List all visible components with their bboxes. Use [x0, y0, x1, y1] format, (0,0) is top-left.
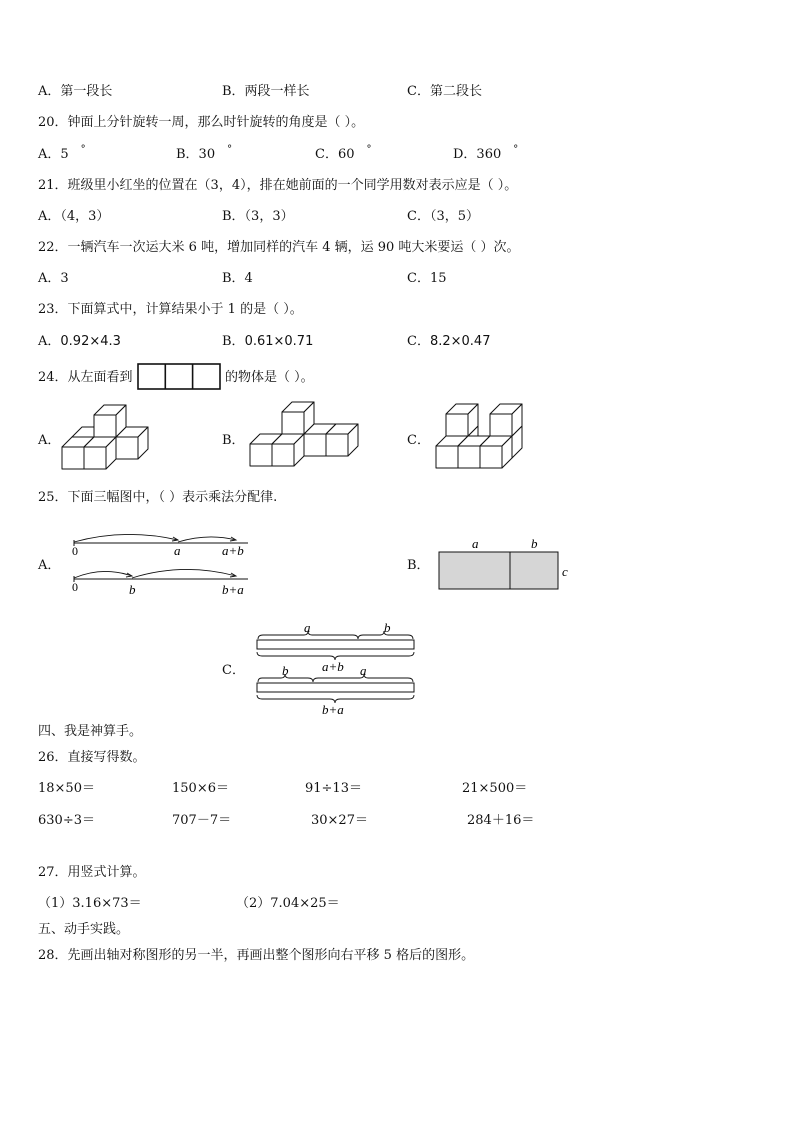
q21-option-c: C．（3，5）: [407, 209, 479, 224]
q19-option-a: A．第一段长: [38, 84, 113, 99]
q22-stem: 22．一辆汽车一次运大米 6 吨，增加同样的汽车 4 辆，运 90 吨大米要运（ ）次。: [38, 240, 520, 255]
q24-option-a-cubes: [60, 405, 150, 471]
q25c-label-b-plus-a: b+a: [322, 702, 344, 717]
q25-option-b-rectangle: [438, 536, 578, 592]
section-5-title: 五、动手实践。: [38, 922, 130, 937]
q26-r1-c4: 21×500＝: [462, 781, 528, 796]
q22-option-c: C．15: [407, 271, 447, 286]
q23-option-b: B．0.61×0.71: [222, 334, 314, 349]
q25-option-c-segments: [254, 620, 424, 718]
q24-option-b-label: B．: [222, 433, 245, 448]
cube: [84, 437, 116, 469]
q26-r1-c1: 18×50＝: [38, 781, 95, 796]
q22-option-b: B．4: [222, 271, 253, 286]
q25a-zero-2: 0: [72, 580, 78, 594]
q25-option-b-label: B．: [407, 558, 430, 573]
cube: [446, 404, 478, 436]
q25c-label-a-plus-b: a+b: [322, 659, 344, 674]
q25a-label-a: a: [174, 543, 181, 558]
q25b-label-c: c: [562, 564, 568, 579]
q20-option-a: A．5 °: [38, 144, 86, 162]
section-4-title: 四、我是神算手。: [38, 724, 143, 739]
q24-option-b-cubes: [248, 410, 358, 468]
q26-r1-c2: 150×6＝: [172, 781, 229, 796]
q25b-label-b: b: [531, 536, 538, 551]
cube: [480, 436, 512, 468]
cube: [282, 402, 314, 434]
q25a-label-a-plus-b: a+b: [222, 543, 244, 558]
q21-option-b: B．（3，3）: [222, 209, 294, 224]
q25-stem: 25．下面三幅图中，（ ）表示乘法分配律.: [38, 490, 278, 505]
q24-option-a-label: A．: [38, 433, 61, 448]
q27-part-1: （1）3.16×73＝: [38, 896, 142, 911]
q22-option-a: A．3: [38, 271, 69, 286]
q24-option-c-label: C．: [407, 433, 430, 448]
q19-option-b: B．两段一样长: [222, 84, 310, 99]
q25c-label-b-1: b: [384, 620, 391, 635]
q26-r2-c4: 284＋16＝: [467, 813, 535, 828]
q27-part-2: （2）7.04×25＝: [236, 896, 340, 911]
q25-option-a-number-lines: [70, 528, 260, 600]
cube: [490, 404, 522, 436]
q26-stem: 26．直接写得数。: [38, 750, 146, 765]
q21-stem: 21．班级里小红坐的位置在（3，4），排在她前面的一个同学用数对表示应是（ ）。: [38, 178, 518, 193]
q26-r2-c3: 30×27＝: [311, 813, 368, 828]
q27-stem: 27．用竖式计算。: [38, 865, 146, 880]
q24-stem-post: 的物体是（ ）。: [225, 370, 314, 385]
q25-option-c-label: C．: [222, 663, 245, 678]
q25c-label-a-1: a: [304, 620, 311, 635]
q24-option-c-cubes: [434, 415, 534, 471]
q25a-label-b: b: [129, 582, 136, 597]
q23-option-c: C．8.2×0.47: [407, 334, 491, 349]
q20-option-d: D．360 °: [453, 144, 519, 162]
q23-option-a: A．0.92×4.3: [38, 334, 121, 349]
q21-option-a: A．（4，3）: [38, 209, 110, 224]
q20-option-c: C．60 °: [315, 144, 372, 162]
q26-r2-c1: 630÷3＝: [38, 813, 95, 828]
q25c-label-b-2: b: [282, 663, 289, 678]
q25a-zero-1: 0: [72, 544, 78, 558]
q20-option-b: B．30 °: [176, 144, 233, 162]
q26-r2-c2: 707－7＝: [172, 813, 232, 828]
q25b-label-a: a: [472, 536, 479, 551]
q25-option-a-label: A．: [38, 558, 61, 573]
q19-option-c: C．第二段长: [407, 84, 482, 99]
q24-stem-pre: 24．从左面看到: [38, 370, 133, 385]
q24-left-view-figure: [137, 363, 223, 391]
q25c-label-a-2: a: [360, 663, 367, 678]
cube: [326, 424, 358, 456]
cube: [94, 405, 126, 437]
q26-r1-c3: 91÷13＝: [305, 781, 362, 796]
cube: [272, 434, 304, 466]
q25a-label-b-plus-a: b+a: [222, 582, 244, 597]
q20-stem: 20．钟面上分针旋转一周，那么时针旋转的角度是（ ）。: [38, 115, 365, 130]
q23-stem: 23．下面算式中，计算结果小于 1 的是（ ）。: [38, 302, 303, 317]
q28-stem: 28．先画出轴对称图形的另一半，再画出整个图形向右平移 5 格后的图形。: [38, 948, 475, 963]
